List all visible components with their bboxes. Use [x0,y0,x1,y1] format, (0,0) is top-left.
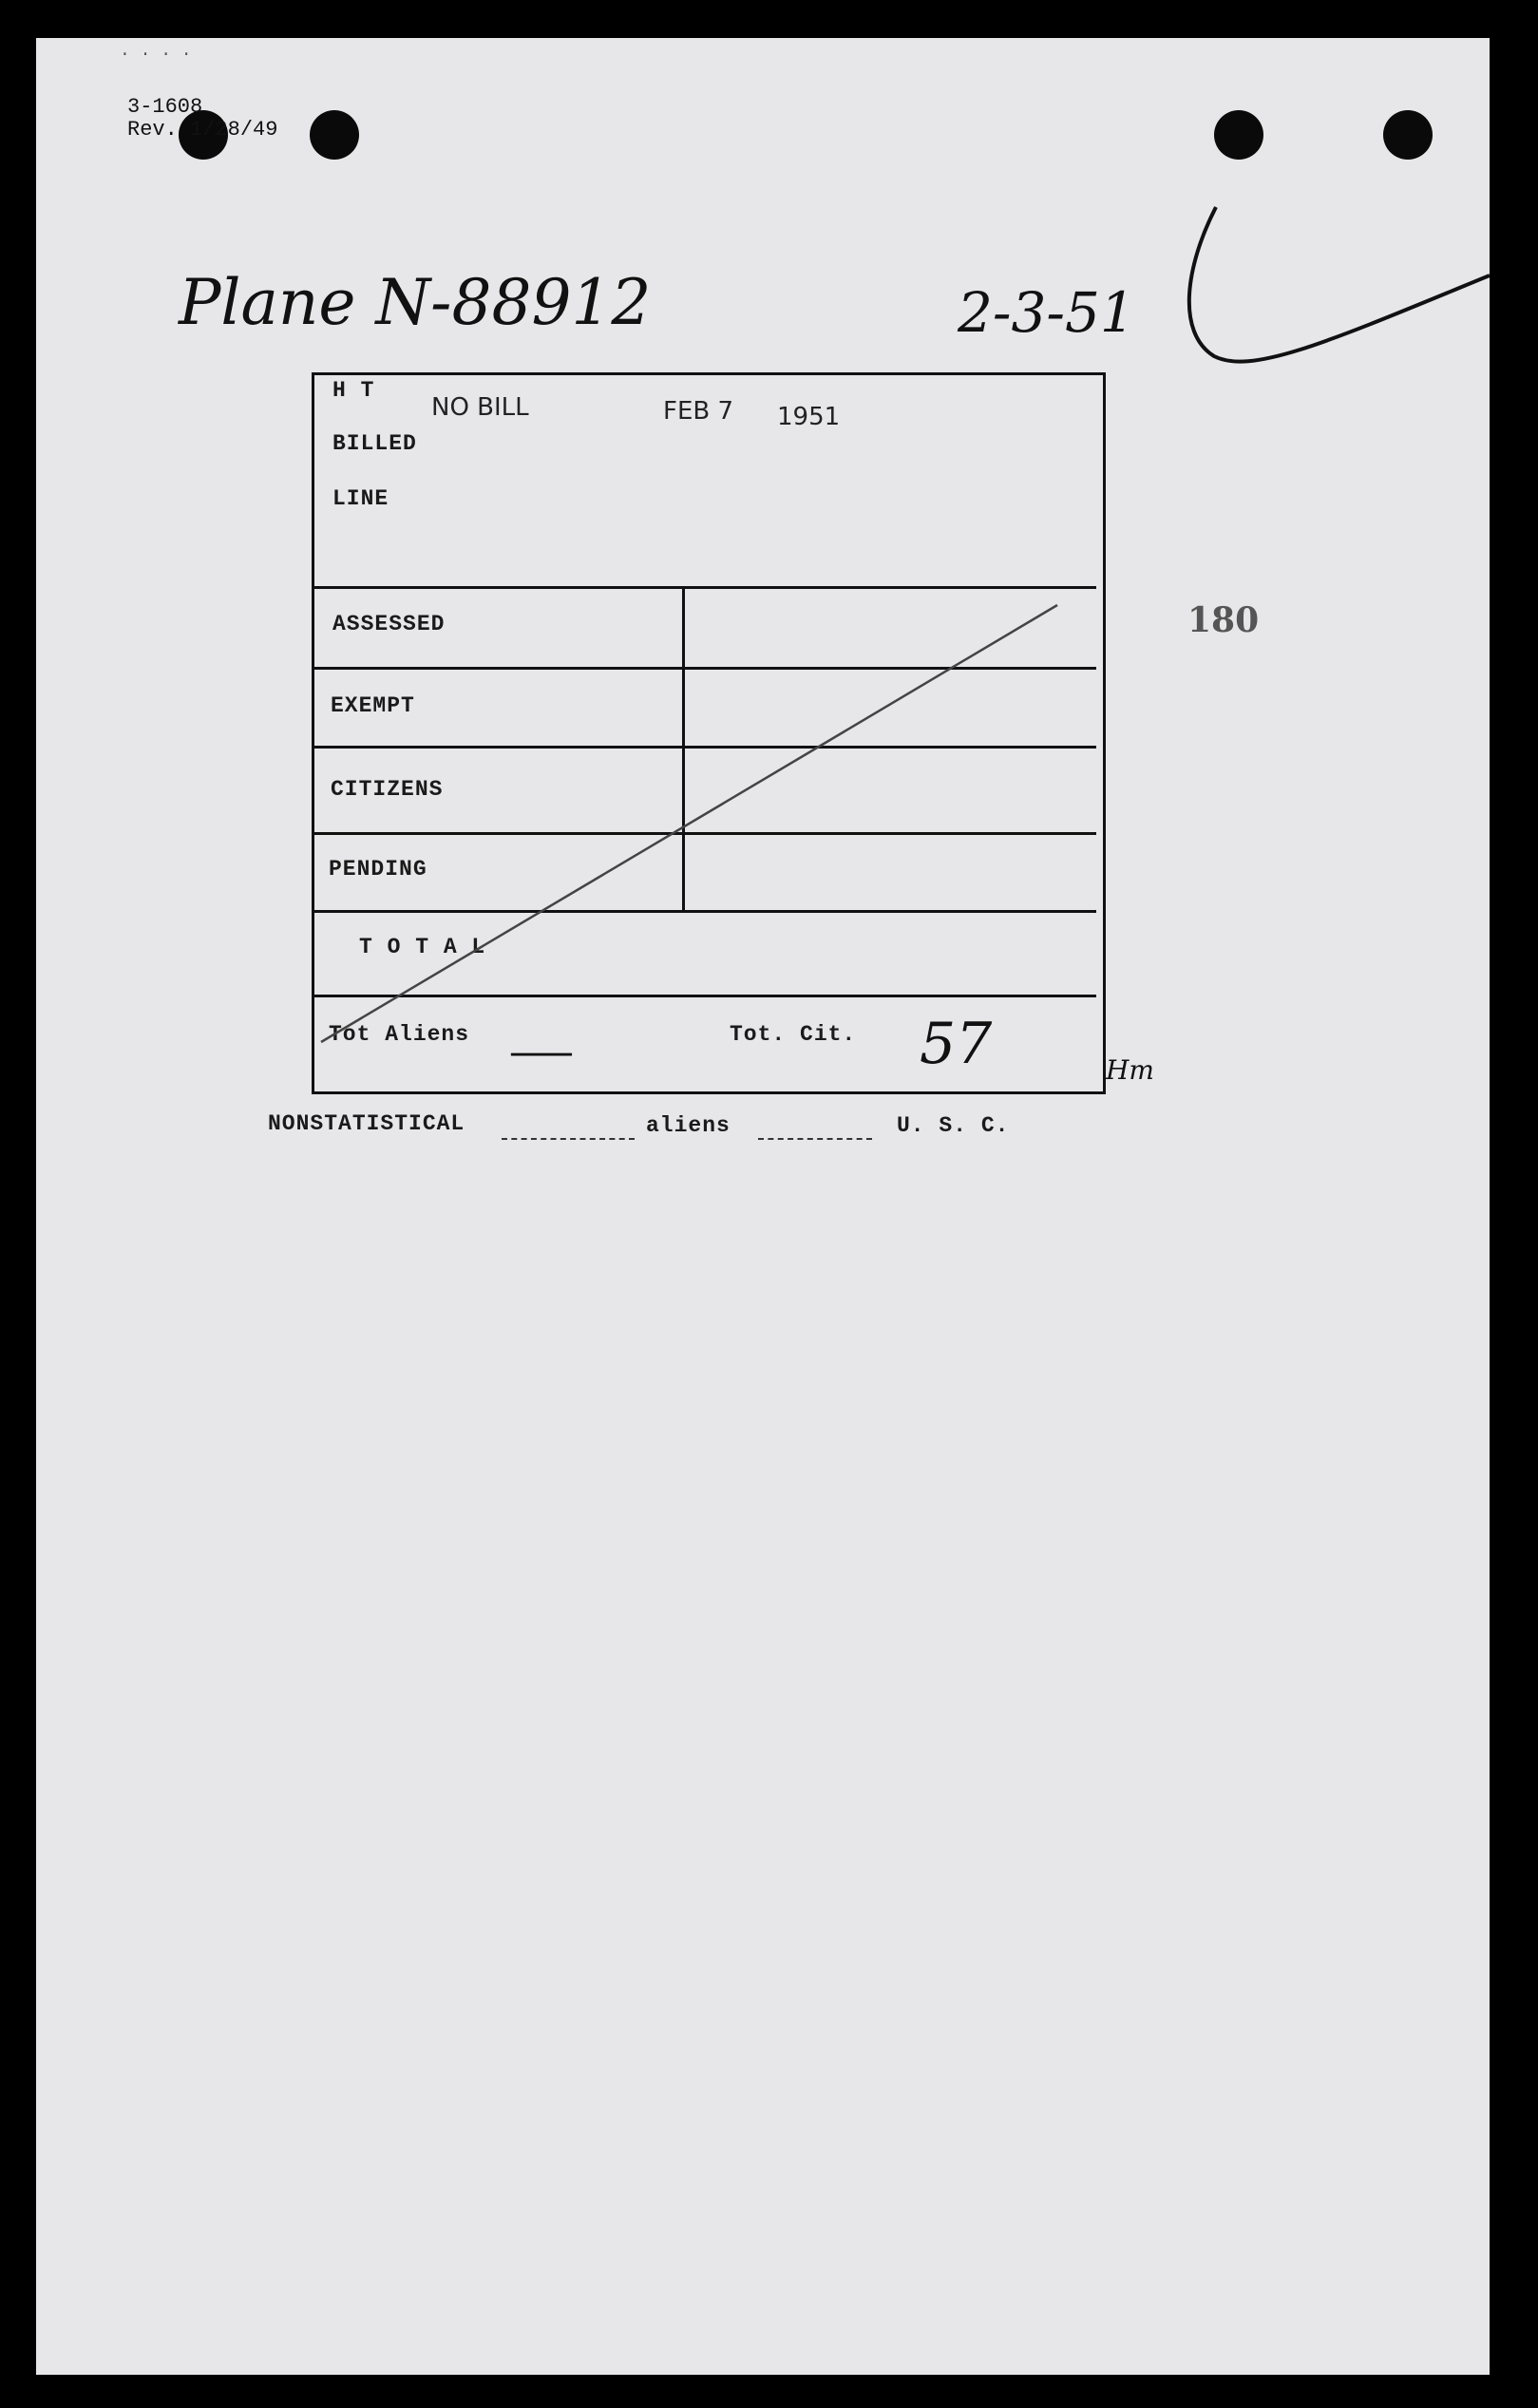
handwritten-date: 2-3-51 [958,280,1135,345]
document-page [36,38,1490,2375]
handwritten-initials: Hm [1106,1054,1154,1086]
pending-label: PENDING [329,857,427,882]
citizens-label: CITIZENS [331,777,444,802]
total-label: T O T A L [359,935,486,959]
ht-label: H T [332,378,375,403]
stamp-number: 180 [1187,600,1260,640]
form-table [312,372,1106,1094]
billed-label: BILLED [332,431,417,456]
tot-cit-label: Tot. Cit. [730,1022,857,1047]
no-bill-stamp: NO BILL [431,393,529,422]
stamp-date-month-day: FEB 7 [663,397,734,426]
nonstatistical-label: NONSTATISTICAL [268,1111,465,1136]
punch-hole-left-2 [310,110,359,160]
assessed-label: ASSESSED [332,612,446,636]
punch-hole-right [1214,110,1263,160]
stamp-date-year: 1951 [777,403,841,431]
handwritten-plane-number: Plane N-88912 [179,266,652,339]
usc-label: U. S. C. [897,1113,1010,1138]
top-smudge-mark: · · · · [120,46,192,65]
tot-aliens-label: Tot Aliens [329,1022,470,1047]
line-label: LINE [332,486,389,511]
form-number: 3-1608 [127,95,203,119]
nonstatistical-blank [502,1138,635,1140]
check-mark-stroke [1157,161,1490,380]
exempt-label: EXEMPT [331,693,415,718]
punch-hole-right-2 [1383,110,1433,160]
aliens-blank [758,1138,872,1140]
tot-cit-value: 57 [920,1011,993,1077]
form-revision: Rev. 1/28/49 [127,118,278,142]
diagonal-strike-line [312,372,1106,1094]
tot-aliens-value: — [507,1028,576,1076]
aliens-label: aliens [646,1113,731,1138]
